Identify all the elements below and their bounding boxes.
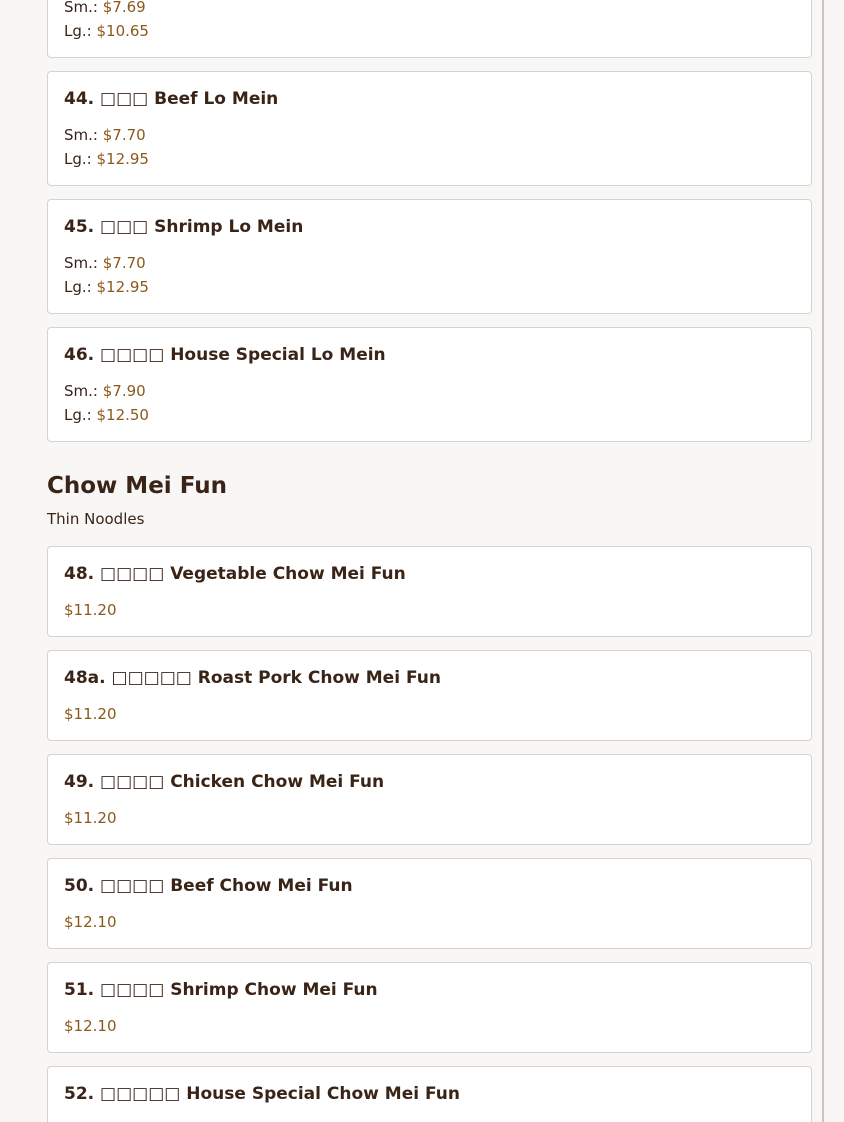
menu-item-title: 52. □□□□□ House Special Chow Mei Fun bbox=[64, 1084, 460, 1104]
menu-item-card[interactable] bbox=[47, 962, 812, 1053]
item-price: $11.20 bbox=[64, 705, 117, 723]
large-price: $12.95 bbox=[96, 278, 149, 296]
large-price-row bbox=[64, 403, 795, 427]
menu-item-card[interactable] bbox=[47, 650, 812, 741]
small-size-label: Sm.: bbox=[64, 0, 98, 16]
large-price-row bbox=[64, 275, 795, 299]
menu-item-card[interactable] bbox=[47, 546, 812, 637]
menu-item-card[interactable] bbox=[47, 1066, 812, 1122]
section-header bbox=[47, 471, 812, 529]
small-price: $7.90 bbox=[102, 382, 146, 400]
large-size-label: Lg.: bbox=[64, 278, 92, 296]
large-size-label: Lg.: bbox=[64, 150, 92, 168]
large-price: $10.65 bbox=[96, 22, 149, 40]
large-price-row bbox=[64, 19, 795, 43]
menu-item-card[interactable] bbox=[47, 71, 812, 186]
small-price: $7.70 bbox=[102, 254, 146, 272]
large-price-row bbox=[64, 147, 795, 171]
small-size-label: Sm.: bbox=[64, 254, 98, 272]
menu-item-title: 49. □□□□ Chicken Chow Mei Fun bbox=[64, 772, 385, 792]
menu-item-card[interactable] bbox=[47, 199, 812, 314]
large-size-label: Lg.: bbox=[64, 406, 92, 424]
menu-item-card[interactable] bbox=[47, 327, 812, 442]
menu-item-title: 44. □□□ Beef Lo Mein bbox=[64, 89, 279, 109]
small-price-row bbox=[64, 0, 795, 19]
menu-item-title: 48. □□□□ Vegetable Chow Mei Fun bbox=[64, 564, 406, 584]
small-size-label: Sm.: bbox=[64, 126, 98, 144]
small-price-row bbox=[64, 251, 795, 275]
scrollbar[interactable] bbox=[822, 0, 824, 1122]
menu-item-title: 51. □□□□ Shrimp Chow Mei Fun bbox=[64, 980, 378, 1000]
large-price: $12.95 bbox=[96, 150, 149, 168]
item-price: $12.10 bbox=[64, 1017, 117, 1035]
menu-item-title: 48a. □□□□□ Roast Pork Chow Mei Fun bbox=[64, 668, 441, 688]
section-description: Thin Noodles bbox=[47, 510, 145, 528]
small-size-label: Sm.: bbox=[64, 382, 98, 400]
menu-item-card[interactable] bbox=[47, 754, 812, 845]
menu-item-title: 45. □□□ Shrimp Lo Mein bbox=[64, 217, 304, 237]
menu-item-title: 50. □□□□ Beef Chow Mei Fun bbox=[64, 876, 353, 896]
section-title: Chow Mei Fun bbox=[47, 473, 228, 499]
menu-content bbox=[47, 0, 812, 1122]
small-price: $7.70 bbox=[102, 126, 146, 144]
item-price: $11.20 bbox=[64, 601, 117, 619]
small-price-row bbox=[64, 123, 795, 147]
menu-item-title: 46. □□□□ House Special Lo Mein bbox=[64, 345, 386, 365]
large-size-label: Lg.: bbox=[64, 22, 92, 40]
small-price-row bbox=[64, 379, 795, 403]
item-price: $12.10 bbox=[64, 913, 117, 931]
small-price: $7.69 bbox=[102, 0, 146, 16]
menu-item-card[interactable] bbox=[47, 858, 812, 949]
menu-item-card[interactable] bbox=[47, 0, 812, 58]
item-price: $11.20 bbox=[64, 809, 117, 827]
large-price: $12.50 bbox=[96, 406, 149, 424]
